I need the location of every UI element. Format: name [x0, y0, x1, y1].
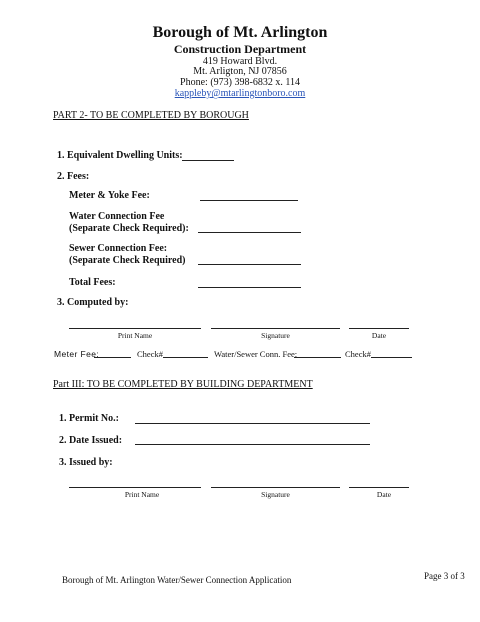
- issued-print-name-line[interactable]: [69, 487, 201, 488]
- computed-print-name-caption: Print Name: [117, 331, 153, 340]
- meter-yoke-label: Meter & Yoke Fee:: [69, 190, 150, 201]
- issued-print-name-caption: Print Name: [124, 490, 160, 499]
- edu-field[interactable]: [182, 160, 234, 161]
- meter-yoke-field[interactable]: [200, 200, 298, 201]
- sewer-conn-label-1: Sewer Connection Fee:: [69, 243, 168, 254]
- fees-label: 2. Fees:: [57, 171, 90, 182]
- water-sewer-fee-label: Water/Sewer Conn. Fee:: [214, 349, 298, 359]
- issued-by-label: 3. Issued by:: [59, 457, 113, 468]
- computed-signature-caption: Signature: [261, 331, 290, 340]
- permit-no-field[interactable]: [135, 423, 370, 424]
- date-issued-label: 2. Date Issued:: [59, 435, 123, 446]
- date-issued-field[interactable]: [135, 444, 370, 445]
- computed-date-caption: Date: [371, 331, 387, 340]
- permit-no-label: 1. Permit No.:: [59, 413, 119, 424]
- issued-date-caption: Date: [376, 490, 392, 499]
- computed-date-line[interactable]: [349, 328, 409, 329]
- computed-signature-line[interactable]: [211, 328, 340, 329]
- part3-heading: Part III: TO BE COMPLETED BY BUILDING DEPARTMENT: [53, 379, 313, 390]
- issued-date-line[interactable]: [349, 487, 409, 488]
- edu-label: 1. Equivalent Dwelling Units:: [57, 150, 183, 161]
- meter-fee-field[interactable]: [94, 357, 131, 358]
- check1-label: Check#: [137, 349, 163, 359]
- computed-print-name-line[interactable]: [69, 328, 201, 329]
- borough-title: Borough of Mt. Arlington: [152, 24, 328, 41]
- check2-field[interactable]: [371, 357, 412, 358]
- footer-document-title: Borough of Mt. Arlington Water/Sewer Connection Application: [62, 575, 292, 585]
- check1-field[interactable]: [163, 357, 208, 358]
- total-fees-label: Total Fees:: [69, 277, 116, 288]
- department-name: Construction Department: [173, 42, 307, 56]
- issued-signature-line[interactable]: [211, 487, 340, 488]
- sewer-conn-label-2: (Separate Check Required): [69, 255, 186, 266]
- water-conn-label-1: Water Connection Fee: [69, 211, 165, 222]
- water-sewer-fee-field[interactable]: [294, 357, 341, 358]
- water-conn-field[interactable]: [198, 232, 301, 233]
- check2-label: Check#: [345, 349, 371, 359]
- email-link[interactable]: kappleby@mtarlingtonboro.com: [174, 88, 306, 99]
- phone-line: Phone: (973) 398-6832 x. 114: [180, 77, 300, 88]
- total-fees-field[interactable]: [198, 287, 301, 288]
- sewer-conn-field[interactable]: [198, 264, 301, 265]
- page-number: Page 3 of 3: [424, 571, 465, 581]
- computed-by-label: 3. Computed by:: [57, 297, 129, 308]
- part2-heading: PART 2- TO BE COMPLETED BY BOROUGH: [53, 110, 249, 121]
- meter-fee-label: Meter Fee:: [54, 349, 100, 359]
- address-line-1: 419 Howard Blvd.: [202, 56, 278, 67]
- water-conn-label-2: (Separate Check Required):: [69, 223, 189, 234]
- address-line-2: Mt. Arligton, NJ 07856: [193, 66, 287, 77]
- issued-signature-caption: Signature: [261, 490, 290, 499]
